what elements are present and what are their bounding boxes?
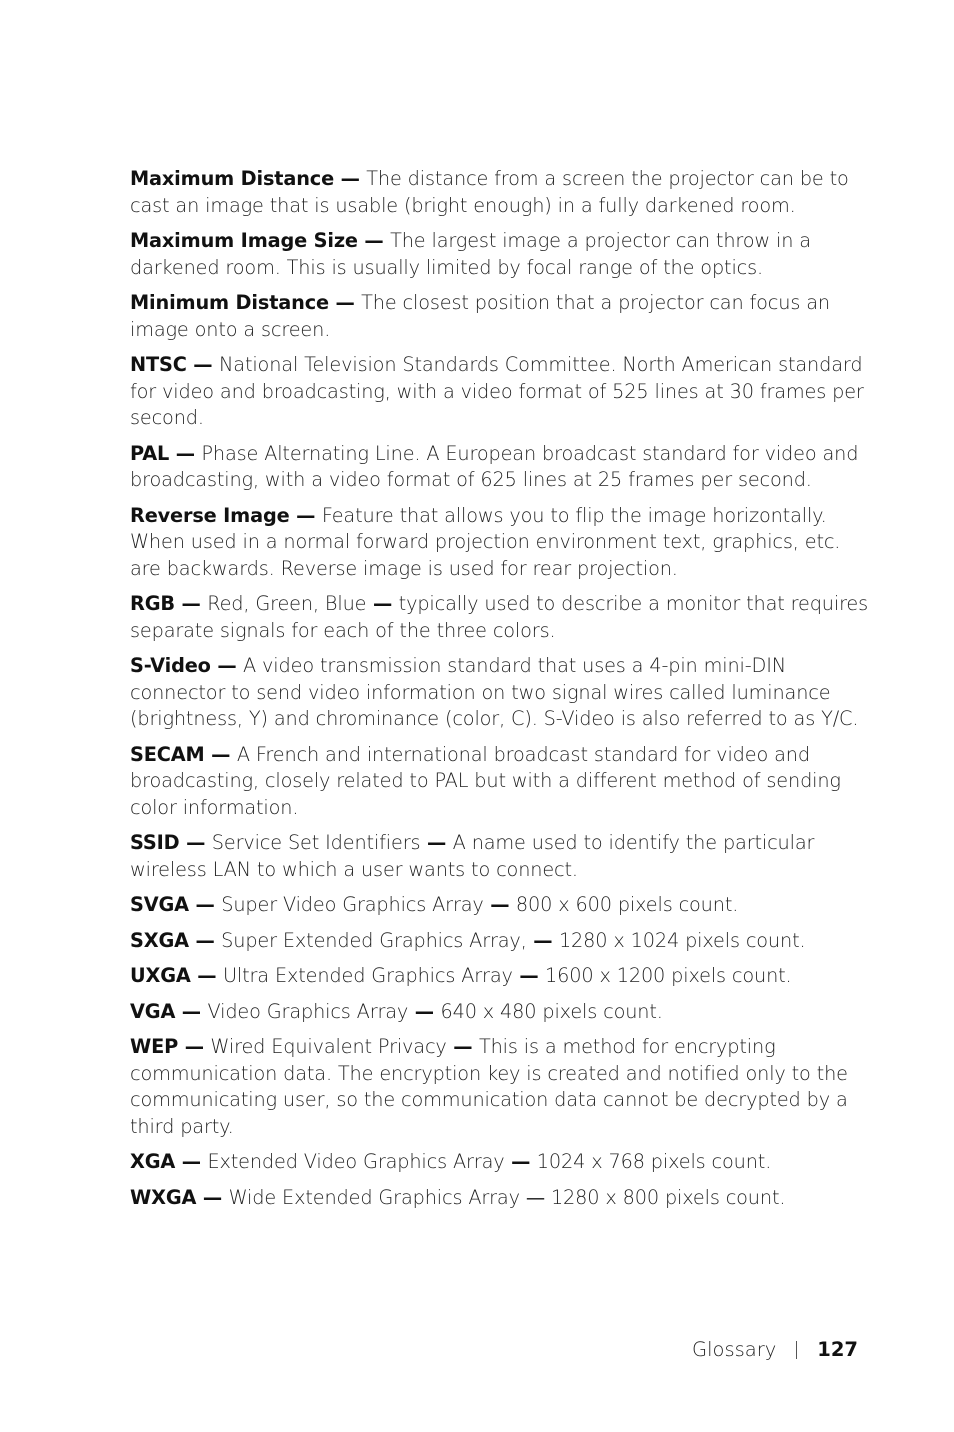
em-dash: — xyxy=(526,928,559,952)
em-dash: — xyxy=(504,1150,537,1173)
em-dash: — xyxy=(334,167,367,190)
em-dash: — xyxy=(179,831,212,854)
glossary-term: NTSC xyxy=(130,353,187,376)
glossary-definition: The largest image a projector can throw in a darkened room. This is usually limited by focal range of the optics. xyxy=(130,229,811,279)
glossary-entry xyxy=(130,1185,870,1212)
glossary-definition: Feature that allows you to flip the image horizontally. When used in a normal forward projection environment text, graphics, etc. are backwards. Reverse image is used for rear projection. xyxy=(130,503,841,580)
glossary-entry xyxy=(130,352,870,432)
em-dash: — xyxy=(188,928,222,952)
glossary-entry xyxy=(130,503,870,583)
em-dash: — xyxy=(178,1035,211,1058)
em-dash: — xyxy=(289,503,322,527)
glossary-definition: Wired Equivalent Privacy xyxy=(210,1035,447,1058)
glossary-entry xyxy=(130,742,870,822)
footer-section-title: Glossary xyxy=(691,1338,777,1361)
em-dash: — xyxy=(446,1035,479,1058)
glossary-term: PAL xyxy=(130,441,170,465)
glossary-term: UXGA xyxy=(130,964,191,987)
glossary-definition: National Television Standards Committee. North American standard for video and broadcasting, with a video format of 525 lines at 30 frames per second. xyxy=(130,353,864,429)
em-dash: — xyxy=(188,893,222,916)
glossary-definition: Video Graphics Array xyxy=(207,999,409,1023)
em-dash: — xyxy=(174,592,208,615)
em-dash: — xyxy=(186,353,219,376)
glossary-definition-extra: 1024 x 768 pixels count. xyxy=(536,1150,772,1173)
glossary-definition: Super Video Graphics Array xyxy=(221,893,484,916)
glossary-definition: A French and international broadcast standard for video and broadcasting, closely related to PAL but with a different method of sending color information. xyxy=(130,742,841,819)
page-footer xyxy=(692,1336,858,1364)
glossary-term: WXGA xyxy=(130,1185,197,1209)
glossary-term: Minimum Distance xyxy=(130,291,329,314)
glossary-definition: Wide Extended Graphics Array xyxy=(228,1185,520,1209)
glossary-entry xyxy=(130,441,870,494)
glossary-entry xyxy=(130,591,870,644)
glossary-definition: A video transmission standard that uses a 4-pin mini-DIN connector to send video information on two signal wires called luminance (brightness, Y) and chrominance (color, C). S-Video is also referred to as Y/C. xyxy=(130,654,859,730)
glossary-term: S-Video xyxy=(130,654,211,677)
em-dash: — xyxy=(366,592,399,615)
em-dash: — xyxy=(408,999,441,1023)
footer-divider xyxy=(796,1341,797,1359)
em-dash: — xyxy=(519,1185,551,1209)
glossary-entry xyxy=(130,928,870,955)
glossary-entry xyxy=(130,830,870,883)
glossary-term: RGB xyxy=(130,592,175,615)
glossary-definition: Phase Alternating Line. A European broadcast standard for video and broadcasting, with a video format of 625 lines at 25 frames per second. xyxy=(130,441,859,491)
glossary-definition: Service Set Identifiers xyxy=(211,831,421,854)
glossary-definition-extra: This is a method for encrypting communication data. The encryption key is created and notified only to the communicating user, so the communication data cannot be decrypted by a third party. xyxy=(130,1035,848,1138)
glossary-definition: The distance from a screen the projector can be to cast an image that is usable (bright enough) in a fully darkened room. xyxy=(130,167,849,217)
em-dash: — xyxy=(175,999,208,1023)
glossary-entry xyxy=(130,228,870,281)
glossary-definition-extra: 640 x 480 pixels count. xyxy=(440,999,663,1023)
em-dash: — xyxy=(196,1185,229,1209)
glossary-definition: Extended Video Graphics Array xyxy=(207,1150,505,1173)
glossary-term: XGA xyxy=(130,1150,176,1173)
em-dash: — xyxy=(357,229,391,252)
em-dash: — xyxy=(175,1150,208,1173)
glossary-definition-extra: typically used to describe a monitor that requires separate signals for each of the three colors. xyxy=(130,592,869,642)
glossary-entry xyxy=(130,1149,870,1176)
em-dash: — xyxy=(169,441,202,465)
glossary-definition-extra: 1280 x 800 pixels count. xyxy=(550,1185,786,1209)
em-dash: — xyxy=(483,893,516,916)
glossary-term: SXGA xyxy=(130,928,189,952)
glossary-list xyxy=(130,166,870,1220)
glossary-term: VGA xyxy=(130,999,176,1023)
glossary-definition: Red, Green, Blue xyxy=(207,592,367,615)
em-dash: — xyxy=(190,964,223,987)
glossary-definition: Super Extended Graphics Array, xyxy=(221,928,527,952)
glossary-definition-extra: 1280 x 1024 pixels count. xyxy=(558,928,806,952)
glossary-definition: Ultra Extended Graphics Array xyxy=(222,964,513,987)
glossary-term: Reverse Image xyxy=(130,503,290,527)
glossary-term: SSID xyxy=(130,831,180,854)
em-dash: — xyxy=(204,742,237,766)
glossary-term: SECAM xyxy=(130,742,205,766)
glossary-definition-extra: 800 x 600 pixels count. xyxy=(515,893,739,916)
glossary-definition-extra: A name used to identify the particular wireless LAN to which a user wants to connect. xyxy=(130,831,815,881)
glossary-entry xyxy=(130,1034,870,1140)
glossary-definition-extra: 1600 x 1200 pixels count. xyxy=(545,964,792,987)
em-dash: — xyxy=(420,831,453,854)
glossary-term: WEP xyxy=(130,1035,179,1058)
em-dash: — xyxy=(512,964,546,987)
glossary-entry xyxy=(130,963,870,990)
glossary-term: Maximum Image Size xyxy=(130,229,358,252)
em-dash: — xyxy=(210,654,244,677)
glossary-term: Maximum Distance xyxy=(130,167,335,190)
glossary-entry xyxy=(130,290,870,343)
glossary-entry xyxy=(130,166,870,219)
glossary-definition: The closest position that a projector can focus an image onto a screen. xyxy=(130,291,830,341)
glossary-entry xyxy=(130,999,870,1026)
em-dash: — xyxy=(328,291,362,314)
glossary-entry xyxy=(130,653,870,733)
glossary-term: SVGA xyxy=(130,893,189,916)
glossary-entry xyxy=(130,892,870,919)
page-number: 127 xyxy=(817,1338,858,1361)
